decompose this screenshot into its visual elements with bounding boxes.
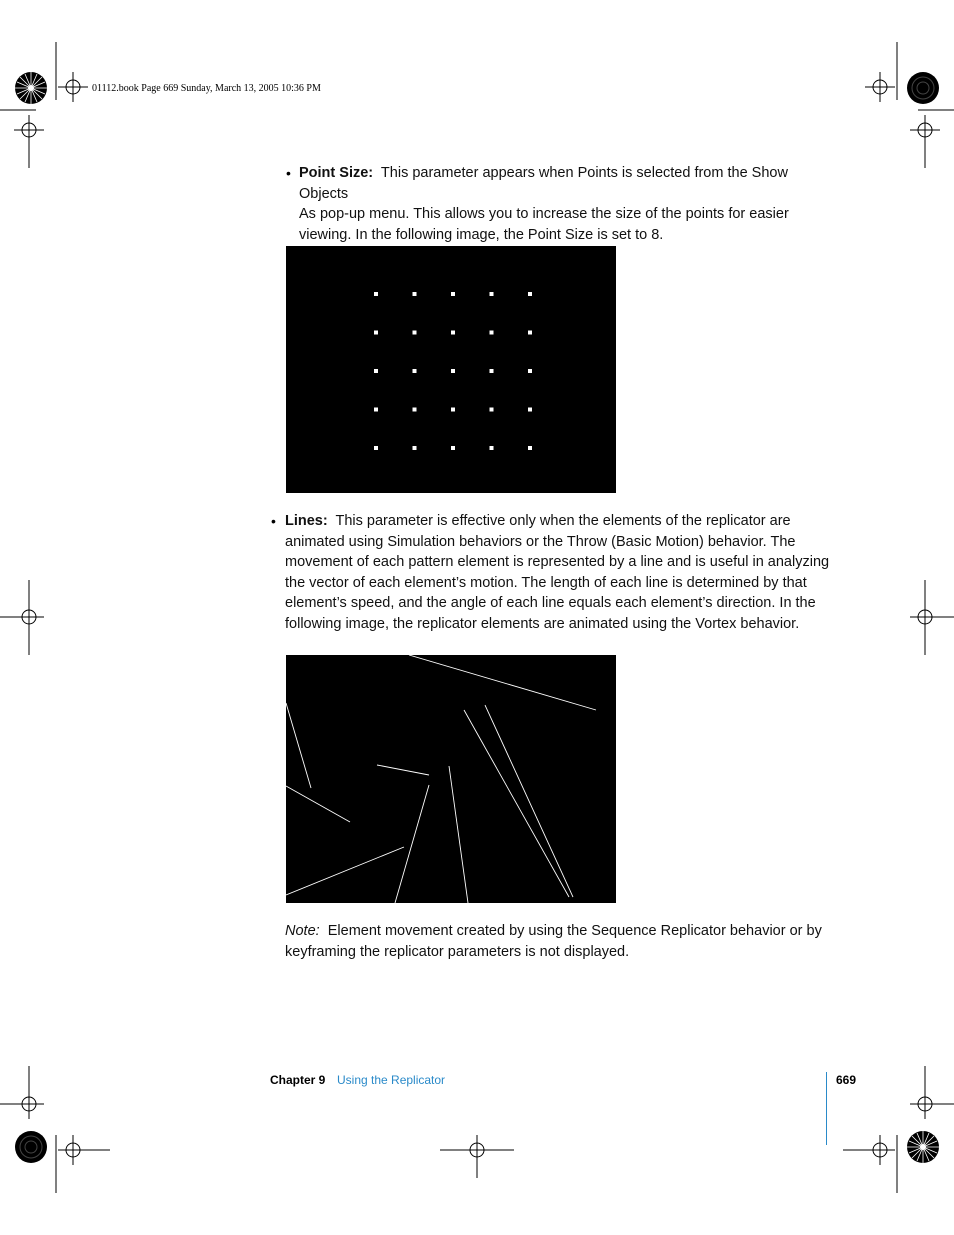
point-3-4 bbox=[528, 408, 532, 412]
point-1-4 bbox=[528, 331, 532, 335]
bullet-lines: • bbox=[271, 513, 276, 529]
lines-paragraph bbox=[285, 511, 830, 634]
lines-line-6: following image, the replicator elements are animated using the Vortex behavior. bbox=[285, 615, 800, 632]
footer-section-link[interactable]: Using the Replicator bbox=[337, 1073, 446, 1087]
note-lead: Note: bbox=[285, 923, 320, 939]
vortex-lines-figure bbox=[286, 655, 616, 903]
point-4-1 bbox=[413, 446, 417, 450]
lines-line-3: movement of each pattern element is represented by a line and is useful in analyzing bbox=[285, 554, 830, 570]
point-4-2 bbox=[451, 446, 455, 450]
lines-lead: Lines: bbox=[285, 513, 328, 529]
page-number: 669 bbox=[836, 1073, 857, 1087]
lines-line-1: Lines: This parameter is effective only when the elements of the replicator are bbox=[285, 513, 791, 529]
point-2-2 bbox=[451, 369, 455, 373]
starburst-target-br bbox=[907, 1131, 939, 1163]
bullet-point-size: • bbox=[286, 165, 291, 181]
point-0-4 bbox=[528, 292, 532, 296]
registration-mark-tl bbox=[58, 72, 88, 102]
lines-line-5: element’s speed, and the angle of each line equals each element’s direction. In the bbox=[285, 595, 816, 611]
point-4-4 bbox=[528, 446, 532, 450]
point-size-line-3: viewing. In the following image, the Point Size is set to 8. bbox=[299, 226, 664, 243]
point-0-1 bbox=[413, 292, 417, 296]
point-1-1 bbox=[413, 331, 417, 335]
note-paragraph bbox=[285, 921, 830, 962]
point-1-0 bbox=[374, 331, 378, 335]
point-3-2 bbox=[451, 408, 455, 412]
point-size-lead: Point Size: bbox=[299, 165, 374, 181]
lines-line-4: the vector of each element’s motion. The length of each line is determined by that bbox=[285, 574, 807, 591]
registration-mark-tr bbox=[865, 72, 895, 102]
point-2-1 bbox=[413, 369, 417, 373]
point-0-0 bbox=[374, 292, 378, 296]
point-0-3 bbox=[490, 292, 494, 296]
starburst-target-bl bbox=[15, 1131, 47, 1163]
point-1-3 bbox=[490, 331, 494, 335]
point-0-2 bbox=[451, 292, 455, 296]
point-4-0 bbox=[374, 446, 378, 450]
footer-chapter: Chapter 9 bbox=[270, 1073, 326, 1087]
point-3-0 bbox=[374, 408, 378, 412]
point-1-2 bbox=[451, 331, 455, 335]
point-size-line-2: As pop-up menu. This allows you to increase the size of the points for easier bbox=[299, 206, 789, 222]
starburst-target-tr bbox=[907, 72, 939, 104]
note-line-2: keyframing the replicator parameters is not displayed. bbox=[285, 943, 630, 960]
point-3-3 bbox=[490, 408, 494, 412]
point-size-line-1: Point Size: This parameter appears when Points is selected from the Show Objects bbox=[299, 165, 788, 202]
point-4-3 bbox=[490, 446, 494, 450]
point-2-3 bbox=[490, 369, 494, 373]
point-size-paragraph bbox=[299, 163, 829, 245]
point-2-0 bbox=[374, 369, 378, 373]
points-figure bbox=[286, 246, 616, 493]
lines-line-2: animated using Simulation behaviors or the Throw (Basic Motion) behavior. The bbox=[285, 533, 796, 550]
point-3-1 bbox=[413, 408, 417, 412]
footer-divider bbox=[826, 1072, 827, 1145]
point-2-4 bbox=[528, 369, 532, 373]
note-line-1: Note: Element movement created by using the Sequence Replicator behavior or by bbox=[285, 923, 822, 939]
starburst-target-tl bbox=[15, 72, 47, 104]
print-slug: 01112.book Page 669 Sunday, March 13, 2005 10:36 PM bbox=[92, 83, 321, 94]
